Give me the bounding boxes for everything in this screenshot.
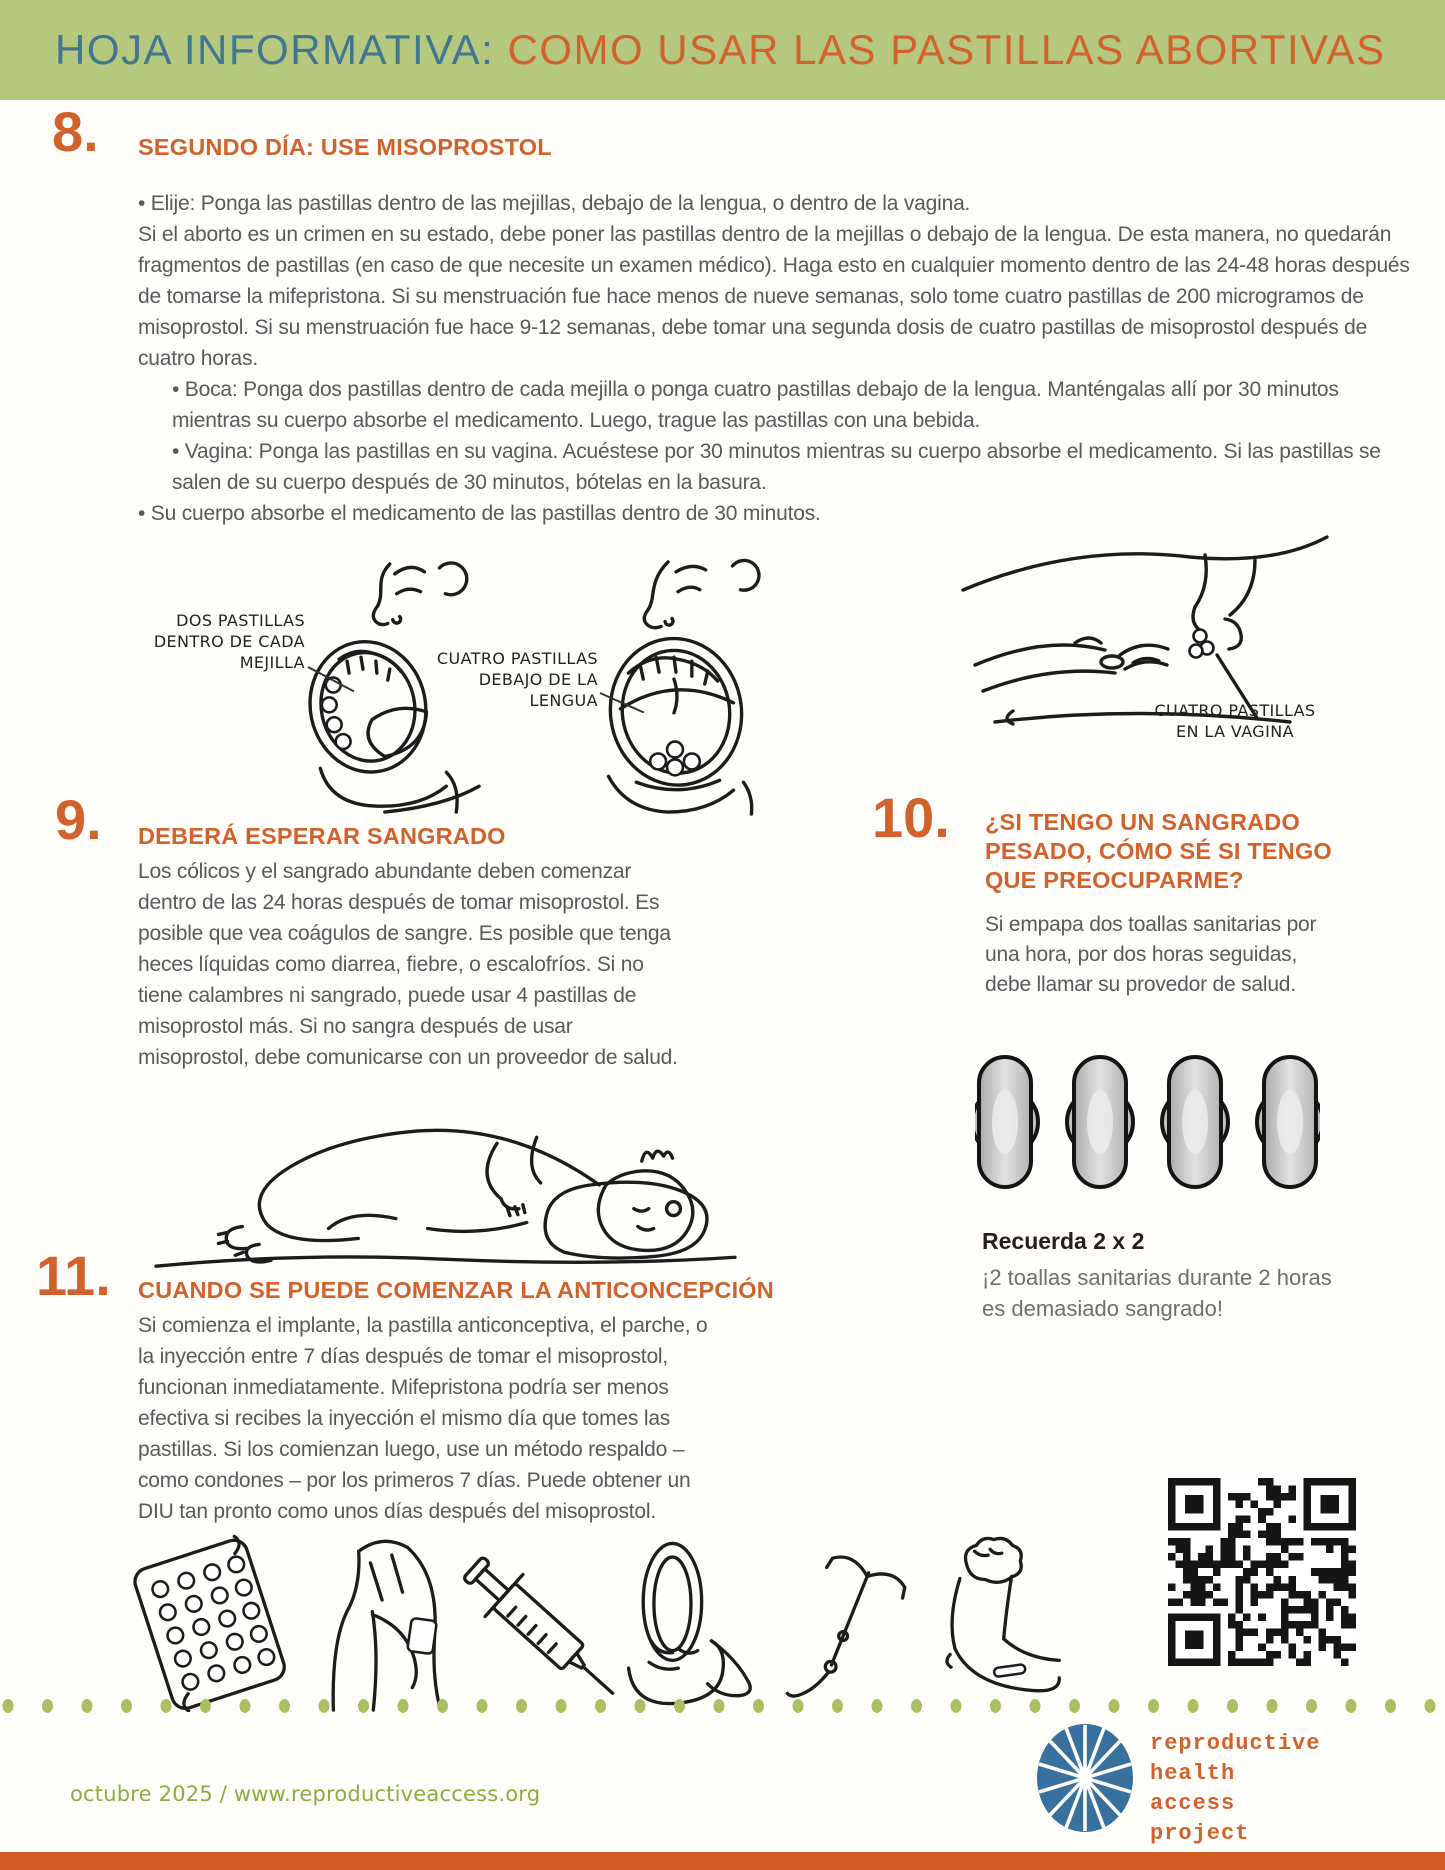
footer-date-url: octubre 2025 / www.reproductiveaccess.org [70, 1782, 541, 1806]
section10-heading [985, 808, 1332, 895]
org-logo [1035, 1722, 1135, 1839]
org-logo-sunburst-icon [1035, 1722, 1135, 1834]
section10-heading-line1: ¿SI TENGO UN SANGRADO [985, 809, 1300, 835]
bottom-accent-bar [0, 1852, 1445, 1870]
section10-number: 10. [872, 786, 950, 849]
org-logo-line1: reproductive [1150, 1731, 1321, 1756]
org-logo-line3: access [1150, 1791, 1236, 1816]
section8-bullet-vagina: • Vagina: Ponga las pastillas en su vagina. Acuéstese por 30 minutos mientras su cuerpo absorbe el medicamento. Si las pastillas se salen de su cuerpo después de 30 minutos, bótelas en la basura. [172, 440, 1381, 494]
qr-code-pattern [1168, 1478, 1356, 1666]
vagina-label [1130, 700, 1340, 742]
page-title-prefix: HOJA INFORMATIVA: [55, 26, 508, 73]
reminder-title: Recuerda 2 x 2 [982, 1228, 1145, 1254]
section8-paragraph: Si el aborto es un crimen en su estado, debe poner las pastillas dentro de la mejillas o debajo de la lengua. De esta manera, no quedarán fragmentos de pastillas (en caso de que necesite un examen médico). Haga esto en cualquier momento dentro de las 24-48 horas después de tomarse la mifepristona. Si su menstruación fue hace menos de nueve semanas, solo tome cuatro pastillas de 200 microgramos de misoprostol. Si su menstruación fue hace 9-12 semanas, debe tomar una segunda dosis de cuatro pastillas de misoprostol después de cuatro horas. [138, 223, 1410, 370]
tongue-label-line2: DEBAJO DE LA LENGUA [478, 670, 598, 710]
section11-number: 11. [36, 1244, 111, 1307]
org-logo-line4: project [1150, 1821, 1250, 1846]
syringe-icon [454, 1546, 632, 1712]
reminder-body: ¡2 toallas sanitarias durante 2 horas es demasiado sangrado! [982, 1265, 1332, 1321]
cheek-label-line2: DENTRO DE CADA [153, 632, 305, 651]
vagina-label-line1: CUATRO PASTILLAS [1154, 701, 1316, 720]
section8-heading: SEGUNDO DÍA: USE MISOPROSTOL [138, 134, 552, 160]
dotted-separator [0, 1698, 1445, 1714]
sanitary-pads-illustration [975, 1052, 1320, 1197]
tongue-label-line1: CUATRO PASTILLAS [436, 649, 598, 668]
contraception-methods-illustration [112, 1522, 1077, 1712]
page-title-main: COMO USAR LAS PASTILLAS ABORTIVAS [507, 26, 1386, 73]
person-resting-illustration [148, 1058, 743, 1286]
section8-bullet-absorbe: • Su cuerpo absorbe el medicamento de las pastillas dentro de 30 minutos. [138, 502, 821, 525]
org-logo-text [1150, 1729, 1320, 1849]
section9-body: Los cólicos y el sangrado abundante deben comenzar dentro de las 24 horas después de tomar misoprostol. Es posible que vea coágulos de sangre. Es posible que tenga heces líquidas como diarrea, fiebre, o escalofríos. Si no tiene calambres ni sangrado, puede usar 4 pastillas de misoprostol más. Si no sangra después de usar misoprostol, debe comunicarse con un proveedor de salud. [138, 860, 678, 1069]
section9-number: 9. [55, 788, 102, 851]
cheek-label-line3: MEJILLA [239, 653, 305, 672]
section11-body: Si comienza el implante, la pastilla anticonceptiva, el parche, o la inyección entre 7 días después de tomar el misoprostol, funcionan inmediatamente. Mifepristona podría ser menos efectiva si recibes la inyección el mismo día que tomes las pastillas. Si los comienzan luego, use un método respaldo – como condones – por los primeros 7 días. Puede obtener un DIU tan pronto como unos días después del misoprostol. [138, 1314, 708, 1523]
tongue-label [408, 648, 598, 711]
implant-arm-icon [947, 1538, 1059, 1690]
qr-code [1168, 1478, 1356, 1666]
section9-heading: DEBERÁ ESPERAR SANGRADO [138, 823, 506, 849]
section8-body [138, 188, 1420, 529]
cheek-label [140, 610, 305, 673]
vaginal-ring-icon [629, 1543, 751, 1703]
cheek-label-line1: DOS PASTILLAS [176, 611, 305, 630]
pill-pack-icon [131, 1534, 289, 1712]
section10-heading-line2: PESADO, CÓMO SÉ SI TENGO [985, 838, 1332, 864]
header-band [0, 0, 1445, 100]
section10-body: Si empapa dos toallas sanitarias por una hora, por dos horas seguidas, debe llamar su provedor de salud. [985, 913, 1317, 996]
section11-heading: CUANDO SE PUEDE COMENZAR LA ANTICONCEPCIÓN [138, 1277, 774, 1303]
section8-bullet-elije: • Elije: Ponga las pastillas dentro de las mejillas, debajo de la lengua, o dentro de la vagina. [138, 192, 971, 215]
section8-bullet-boca: • Boca: Ponga dos pastillas dentro de cada mejilla o ponga cuatro pastillas debajo de la lengua. Manténgalas allí por 30 minutos mientras su cuerpo absorbe el medicamento. Luego, trague las pastillas con una bebida. [172, 378, 1339, 432]
section10-heading-line3: QUE PREOCUPARME? [985, 867, 1244, 893]
contraceptive-patch-icon [333, 1541, 440, 1710]
iud-icon [777, 1552, 909, 1712]
org-logo-line2: health [1150, 1761, 1236, 1786]
page-title [0, 26, 1386, 74]
section8-number: 8. [52, 100, 99, 163]
vagina-label-line2: EN LA VAGINA [1176, 722, 1294, 741]
